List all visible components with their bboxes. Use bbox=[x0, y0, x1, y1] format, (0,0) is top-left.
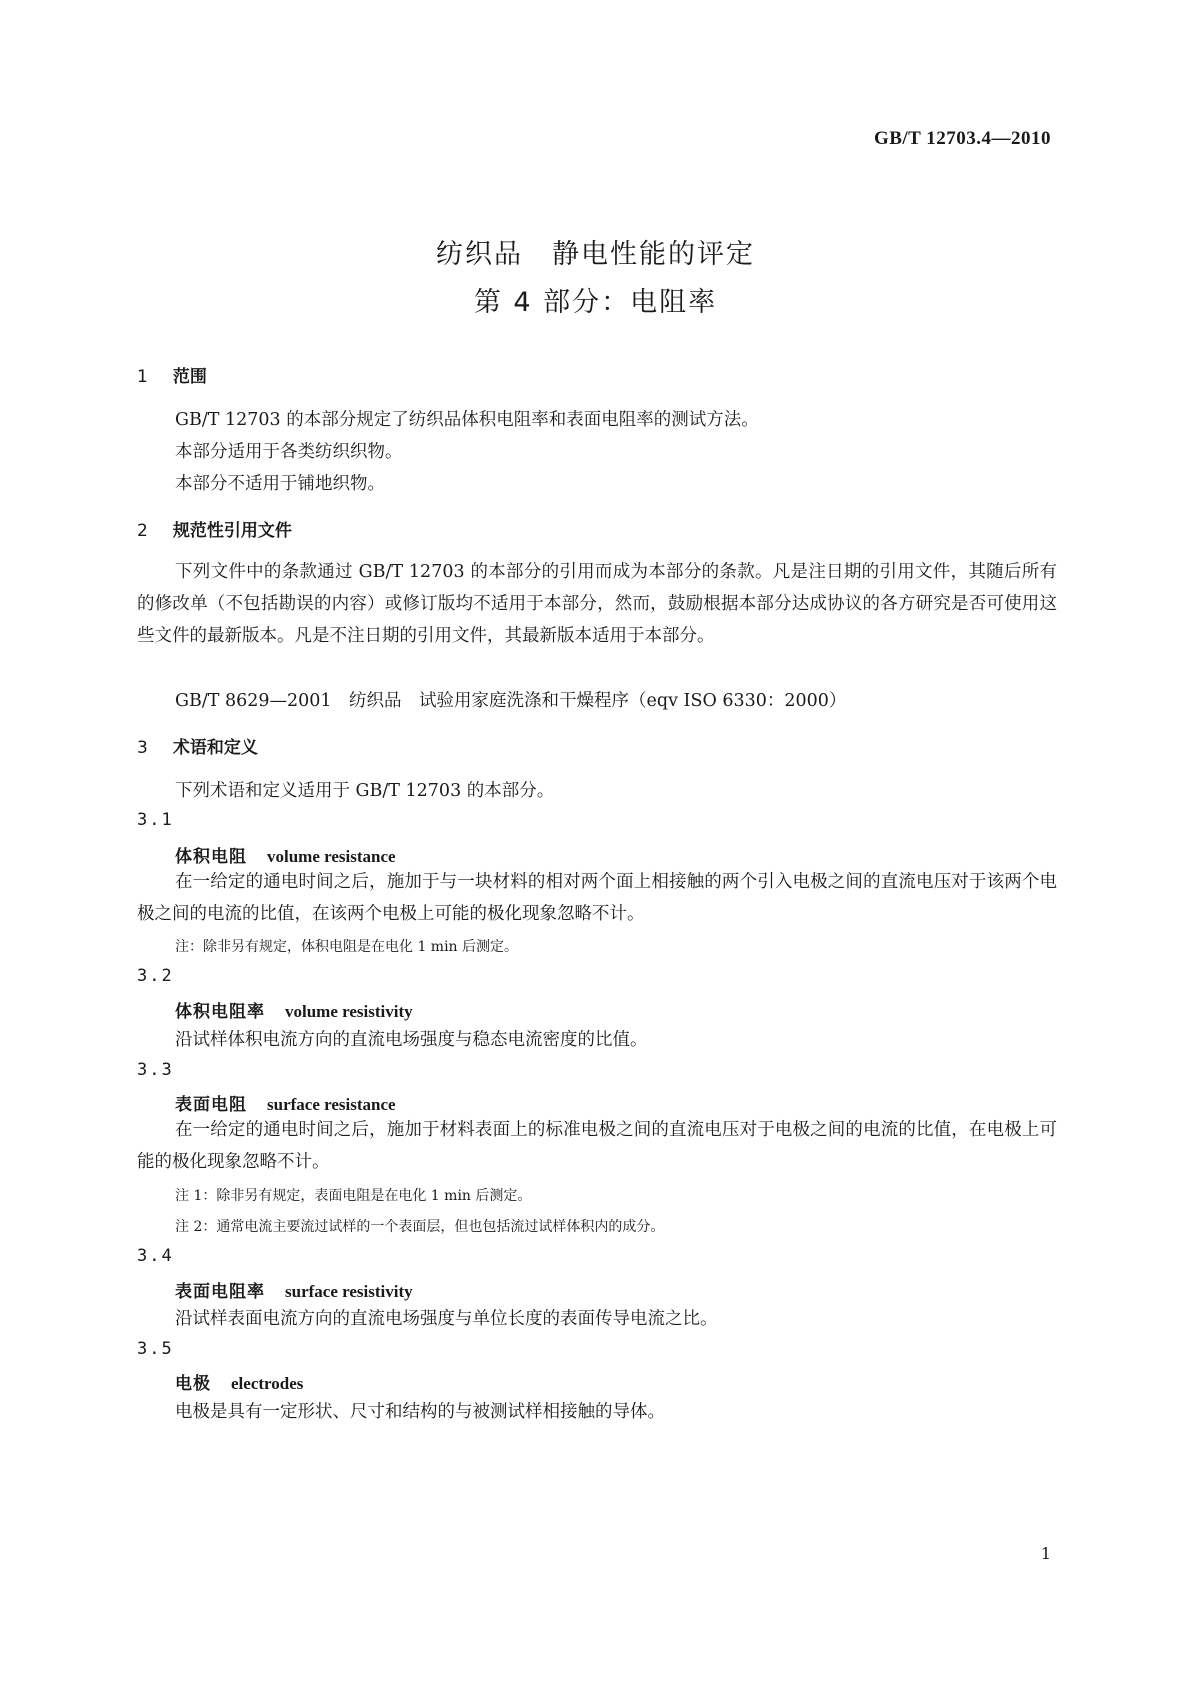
section-number: 1 bbox=[137, 367, 148, 387]
term-en: volume resistivity bbox=[285, 1002, 413, 1021]
section-heading-scope bbox=[137, 362, 207, 387]
term-number: 3.2 bbox=[137, 966, 174, 986]
term-heading-surface-resistance bbox=[175, 1090, 396, 1115]
term-zh: 体积电阻 bbox=[175, 847, 247, 867]
term-definition: 在一给定的通电时间之后，施加于材料表面上的标准电极之间的直流电压对于电极之间的电流的比值，在电极上可能的极化现象忽略不计。 bbox=[137, 1120, 1057, 1172]
document-title: 纺织品 静电性能的评定 bbox=[436, 239, 755, 270]
section-number: 2 bbox=[137, 521, 148, 541]
section-title: 范围 bbox=[172, 367, 207, 387]
document-subtitle: 第 4 部分：电阻率 bbox=[473, 287, 718, 318]
scope-line-1: GB/T 12703 的本部分规定了纺织品体积电阻率和表面电阻率的测试方法。 bbox=[175, 410, 759, 430]
terms-intro: 下列术语和定义适用于 GB/T 12703 的本部分。 bbox=[175, 781, 555, 801]
page-number: 1 bbox=[1040, 1544, 1051, 1563]
term-heading-surface-resistivity bbox=[175, 1277, 413, 1302]
term-number: 3.5 bbox=[137, 1339, 174, 1359]
term-note: 注 2：通常电流主要流过试样的一个表面层，但也包括流过试样体积内的成分。 bbox=[175, 1219, 665, 1235]
section-heading-terms bbox=[137, 733, 258, 758]
term-en: volume resistance bbox=[267, 847, 396, 866]
term-en: surface resistivity bbox=[285, 1282, 413, 1301]
normative-references-paragraph: 下列文件中的条款通过 GB/T 12703 的本部分的引用而成为本部分的条款。凡是注日期的引用文件，其随后所有的修改单（不包括勘误的内容）或修订版均不适用于本部分，然而，鼓励根据本部分达成协议的各方研究是否可使用这些文件的最新版本。凡是不注日期的引用文件，其最新版本适用于本部分。 bbox=[137, 562, 1057, 646]
term-definition: 在一给定的通电时间之后，施加于与一块材料的相对两个面上相接触的两个引入电极之间的直流电压对于该两个电极之间的电流的比值，在该两个电极上可能的极化现象忽略不计。 bbox=[137, 872, 1057, 924]
term-number: 3.1 bbox=[137, 810, 174, 830]
term-definition: 沿试样体积电流方向的直流电场强度与稳态电流密度的比值。 bbox=[175, 1030, 648, 1050]
term-zh: 体积电阻率 bbox=[175, 1002, 265, 1022]
scope-line-3: 本部分不适用于铺地织物。 bbox=[175, 474, 385, 494]
term-note: 注：除非另有规定，体积电阻是在电化 1 min 后测定。 bbox=[175, 939, 519, 955]
term-definition: 电极是具有一定形状、尺寸和结构的与被测试样相接触的导体。 bbox=[175, 1402, 665, 1422]
section-number: 3 bbox=[137, 738, 148, 758]
term-number: 3.3 bbox=[137, 1060, 174, 1080]
term-zh: 表面电阻率 bbox=[175, 1282, 265, 1302]
term-note: 注 1：除非另有规定，表面电阻是在电化 1 min 后测定。 bbox=[175, 1188, 532, 1204]
term-en: surface resistance bbox=[267, 1095, 396, 1114]
term-heading-electrodes bbox=[175, 1369, 303, 1394]
section-title: 术语和定义 bbox=[172, 738, 258, 758]
term-heading-volume-resistivity bbox=[175, 997, 413, 1022]
term-number: 3.4 bbox=[137, 1246, 174, 1266]
term-definition: 沿试样表面电流方向的直流电场强度与单位长度的表面传导电流之比。 bbox=[175, 1309, 718, 1329]
reference-entry: GB/T 8629—2001 纺织品 试验用家庭洗涤和干燥程序（eqv ISO 6330：2000） bbox=[175, 691, 847, 711]
scope-line-2: 本部分适用于各类纺织织物。 bbox=[175, 442, 403, 462]
term-zh: 表面电阻 bbox=[175, 1095, 247, 1115]
section-heading-normative-references bbox=[137, 516, 292, 541]
term-heading-volume-resistance bbox=[175, 842, 396, 867]
term-en: electrodes bbox=[231, 1374, 304, 1393]
standard-code: GB/T 12703.4—2010 bbox=[873, 128, 1051, 149]
term-zh: 电极 bbox=[175, 1374, 211, 1394]
section-title: 规范性引用文件 bbox=[172, 521, 292, 541]
